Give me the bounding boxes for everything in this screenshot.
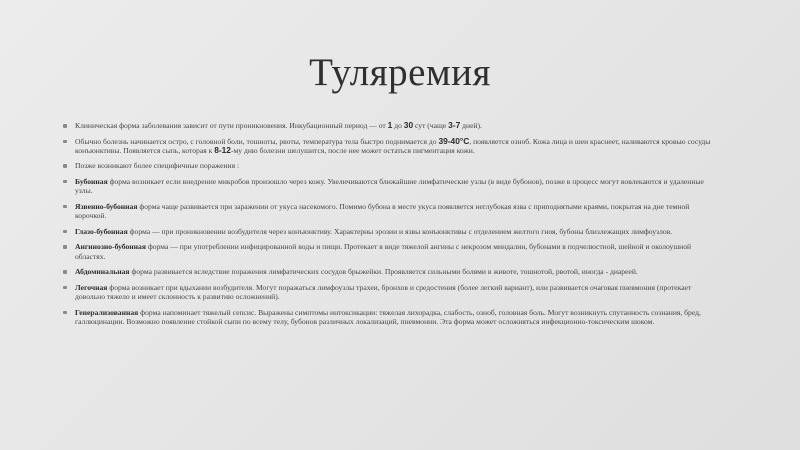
number: 30 [403, 120, 414, 130]
slide-title: Туляремия [309, 51, 491, 94]
text: форма — при проникновении возбудителя через конъюнктиву. Характерны эрозии и язвы конъюнктивы с отделением желтого гноя, бубоны близлежащих лимфоузлов. [127, 226, 673, 236]
text: форма развивается вследствие поражения лимфатических сосудов брыжейки. Проявляется сильными болями в животе, тошнотой, рвотой, иногда - диареей. [129, 267, 638, 277]
text: -му дню болезни шелушится, после нее может остаться пигментация кожи. [230, 145, 475, 155]
term: Глазо-бубонная [75, 226, 128, 236]
paragraph-ulcero-bubonic [62, 202, 722, 221]
paragraph-onset [62, 137, 722, 156]
text: форма возникает при вдыхании возбудителя. Могут поражаться лимфоузлы трахеи, бронхов и средостения (более легкий вариант), или развивается очаговая пневмония (протекает довольно тяжело и имеет склонность к развитию осложнений). [75, 282, 692, 302]
term: Язвенно-бубонная [75, 201, 138, 211]
paragraph-specific-lesions [62, 161, 722, 170]
number: 8-12 [214, 144, 231, 155]
text: форма возникает если внедрение микробов произошло через кожу. Увеличиваются ближайшие лимфатические узлы (в виде бубонов), позже в процесс могут вовлекаются и удаленные узлы. [75, 176, 704, 196]
term: Легочная [75, 282, 108, 292]
paragraph-generalized [62, 308, 722, 327]
text: форма напоминает тяжелый сепсис. Выражены симптомы интоксикации: тяжелая лихорадка, слабость, озноб, головная боль. Могут возникнуть спутанность сознания, бред, галлюцинации. Возможно появление стойкой сыпи по всему телу, бубонов различных локализаций, пневмонии. Эта форма может осложняться инфекционно-токсическим шоком. [75, 307, 701, 326]
paragraph-bubonic [62, 177, 722, 196]
number: 1 [387, 120, 393, 130]
text: Обычно болезнь начинается остро, с головной боли, тошноты, рвоты, температура тела быстро поднимается до [75, 136, 439, 146]
text: Клиническая форма заболевания зависит от пути проникновения. Инкубационный период — от [75, 121, 388, 130]
slide-content [62, 121, 722, 332]
paragraph-oculo-bubonic [62, 227, 722, 236]
paragraph-incubation [62, 121, 722, 130]
term: Абдоминальная [75, 267, 130, 277]
paragraph-anginal-bubonic [62, 242, 722, 261]
paragraph-abdominal [62, 267, 722, 276]
term: Генерализованная [75, 307, 139, 317]
term: Бубонная [75, 176, 108, 186]
text: форма чаще развивается при заражении от укуса насекомого. Помимо бубона в месте укуса появляется неглубокая язва с приподнятыми краями, покрытая на дне темной корочкой. [75, 201, 690, 221]
text: дней). [460, 121, 482, 130]
text: Позже возникают более специфичные поражения : [75, 161, 240, 171]
number: 39-40°С [438, 135, 470, 146]
paragraph-pulmonary [62, 283, 722, 302]
number: 3-7 [448, 120, 461, 130]
text: до [392, 121, 404, 130]
term: Ангинозно-бубонная [75, 242, 146, 252]
text: сут (чаще [413, 121, 449, 130]
text: форма — при употреблении инфицированной воды и пищи. Протекает в виде тяжелой ангины с некрозом миндалин, бубонами в подчелюстной, шейной и околоушной областях. [75, 242, 692, 261]
text: , появляется озноб. Кожа лица и шеи краснеет, наливаются кровью сосуды конъюнктивы. Появляется сыпь, которая к [75, 136, 711, 155]
